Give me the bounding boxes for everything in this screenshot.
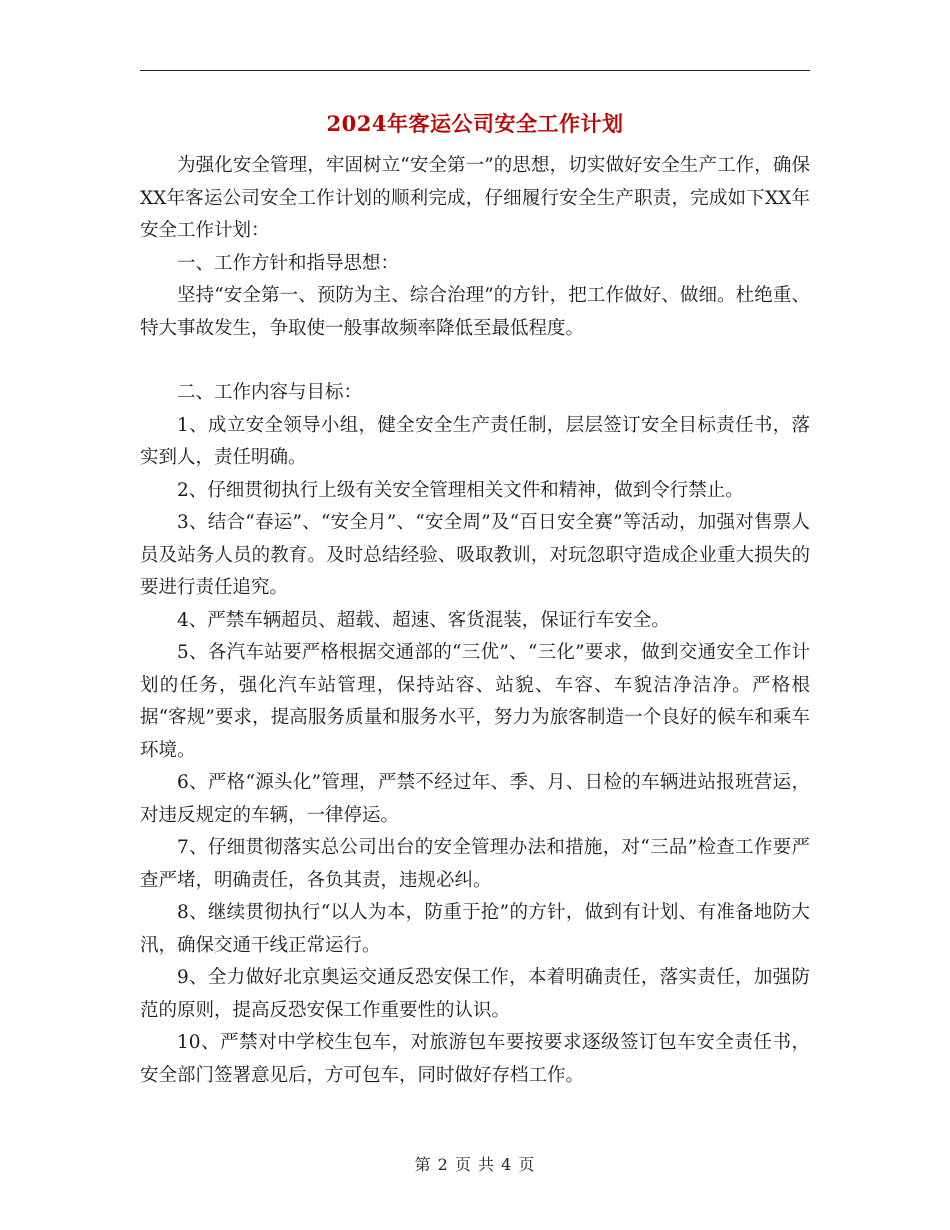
list-item: 9、全力做好北京奥运交通反恐安保工作，本着明确责任，落实责任，加强防范的原则，提高反恐安保工作重要性的认识。 — [140, 967, 810, 1021]
document-title: 2024年客运公司安全工作计划 — [326, 111, 624, 136]
list-item: 2、仔细贯彻执行上级有关安全管理相关文件和精神，做到令行禁止。 — [177, 479, 744, 501]
list-item: 3、结合“春运”、“安全月”、“安全周”及“百日安全赛”等活动，加强对售票人员及站务人员的教育。及时总结经验、吸取教训，对玩忽职守造成企业重大损失的要进行责任追究。 — [140, 512, 810, 598]
page-number-footer: 第 2 页 共 4 页 — [414, 1155, 536, 1174]
intro-paragraph: 为强化安全管理，牢固树立“安全第一”的思想，切实做好安全生产工作，确保XX年客运公司安全工作计划的顺利完成，仔细履行安全生产职责，完成如下XX年安全工作计划： — [140, 155, 810, 241]
header-rule — [140, 70, 810, 71]
list-item: 4、严禁车辆超员、超载、超速、客货混装，保证行车安全。 — [177, 609, 670, 631]
list-item: 6、严格“源头化”管理，严禁不经过年、季、月、日检的车辆进站报班营运，对违反规定的车辆，一律停运。 — [140, 772, 810, 826]
guideline-paragraph: 坚持“安全第一、预防为主、综合治理”的方针，把工作做好、做细。杜绝重、特大事故发生，争取使一般事故频率降低至最低程度。 — [140, 285, 810, 339]
list-item: 10、严禁对中学校生包车，对旅游包车要按要求逐级签订包车安全责任书，安全部门签署意见后，方可包车，同时做好存档工作。 — [140, 1032, 810, 1086]
list-item: 8、继续贯彻执行“以人为本，防重于抢”的方针，做到有计划、有准备地防大汛，确保交通干线正常运行。 — [140, 902, 810, 956]
list-item: 7、仔细贯彻落实总公司出台的安全管理办法和措施，对“三品”检查工作要严查严堵，明确责任，各负其责，违规必纠。 — [140, 837, 810, 891]
section-heading-content: 二、工作内容与目标： — [177, 382, 363, 403]
section-heading-guideline: 一、工作方针和指导思想： — [177, 252, 400, 274]
list-item: 5、各汽车站要严格根据交通部的“三优”、“三化”要求，做到交通安全工作计划的任务，强化汽车站管理，保持站容、站貌、车容、车貌洁净洁净。严格根据“客规”要求，提高服务质量和服务水平，努力为旅客制造一个良好的候车和乘车环境。 — [140, 642, 810, 761]
document-body — [140, 150, 810, 1092]
list-item: 1、成立安全领导小组，健全安全生产责任制，层层签订安全目标责任书，落实到人，责任明确。 — [140, 414, 810, 468]
